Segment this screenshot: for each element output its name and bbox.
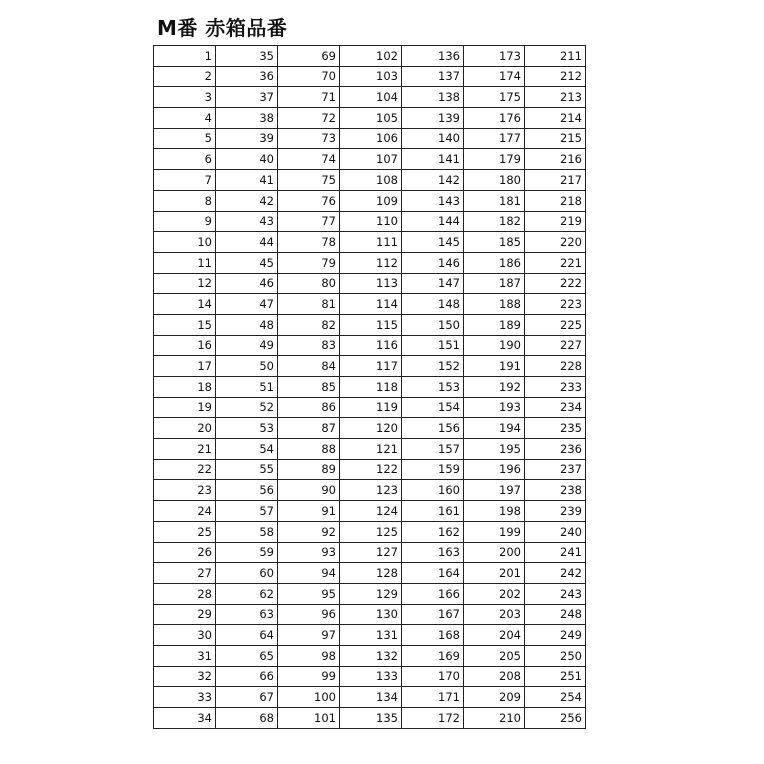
table-cell: 80: [278, 273, 340, 294]
table-cell: 114: [340, 294, 402, 315]
table-cell: 218: [525, 190, 586, 211]
table-cell: 50: [216, 356, 278, 377]
table-cell: 213: [525, 87, 586, 108]
table-cell: 4: [154, 108, 216, 129]
table-cell: 48: [216, 314, 278, 335]
table-cell: 96: [278, 604, 340, 625]
table-cell: 215: [525, 128, 586, 149]
table-cell: 2: [154, 66, 216, 87]
table-cell: 101: [278, 708, 340, 729]
table-row: [154, 645, 586, 666]
table-row: [154, 294, 586, 315]
table-cell: 84: [278, 356, 340, 377]
table-cell: 92: [278, 521, 340, 542]
table-cell: 152: [402, 356, 464, 377]
table-row: [154, 232, 586, 253]
table-cell: 235: [525, 418, 586, 439]
table-row: [154, 563, 586, 584]
table-cell: 14: [154, 294, 216, 315]
table-cell: 52: [216, 397, 278, 418]
table-cell: 53: [216, 418, 278, 439]
table-cell: 256: [525, 708, 586, 729]
table-cell: 202: [464, 583, 525, 604]
table-cell: 240: [525, 521, 586, 542]
table-row: [154, 335, 586, 356]
table-cell: 123: [340, 480, 402, 501]
table-cell: 227: [525, 335, 586, 356]
table-row: [154, 666, 586, 687]
table-cell: 182: [464, 211, 525, 232]
table-cell: 88: [278, 439, 340, 460]
table-cell: 217: [525, 170, 586, 191]
table-row: [154, 377, 586, 398]
table-cell: 62: [216, 583, 278, 604]
table-cell: 134: [340, 687, 402, 708]
table-cell: 22: [154, 459, 216, 480]
table-cell: 154: [402, 397, 464, 418]
table-cell: 167: [402, 604, 464, 625]
table-cell: 63: [216, 604, 278, 625]
table-cell: 142: [402, 170, 464, 191]
table-cell: 124: [340, 501, 402, 522]
table-cell: 159: [402, 459, 464, 480]
table-cell: 243: [525, 583, 586, 604]
table-cell: 143: [402, 190, 464, 211]
table-cell: 35: [216, 46, 278, 67]
table-cell: 140: [402, 128, 464, 149]
table-cell: 250: [525, 645, 586, 666]
table-cell: 23: [154, 480, 216, 501]
table-cell: 191: [464, 356, 525, 377]
table-row: [154, 108, 586, 129]
table-cell: 162: [402, 521, 464, 542]
table-cell: 55: [216, 459, 278, 480]
table-cell: 1: [154, 46, 216, 67]
table-row: [154, 542, 586, 563]
table-cell: 60: [216, 563, 278, 584]
table-cell: 196: [464, 459, 525, 480]
table-cell: 104: [340, 87, 402, 108]
table-cell: 76: [278, 190, 340, 211]
table-cell: 49: [216, 335, 278, 356]
table-cell: 160: [402, 480, 464, 501]
table-cell: 190: [464, 335, 525, 356]
table-cell: 219: [525, 211, 586, 232]
table-cell: 197: [464, 480, 525, 501]
table-cell: 135: [340, 708, 402, 729]
table-cell: 32: [154, 666, 216, 687]
table-row: [154, 128, 586, 149]
table-cell: 8: [154, 190, 216, 211]
table-cell: 113: [340, 273, 402, 294]
table-row: [154, 708, 586, 729]
table-row: [154, 459, 586, 480]
table-cell: 37: [216, 87, 278, 108]
table-cell: 77: [278, 211, 340, 232]
table-cell: 172: [402, 708, 464, 729]
table-cell: 54: [216, 439, 278, 460]
table-cell: 94: [278, 563, 340, 584]
table-cell: 139: [402, 108, 464, 129]
table-cell: 130: [340, 604, 402, 625]
table-cell: 69: [278, 46, 340, 67]
table-cell: 36: [216, 66, 278, 87]
table-cell: 102: [340, 46, 402, 67]
table-row: [154, 397, 586, 418]
table-cell: 16: [154, 335, 216, 356]
part-number-table: [153, 45, 586, 729]
table-cell: 116: [340, 335, 402, 356]
table-cell: 195: [464, 439, 525, 460]
table-cell: 31: [154, 645, 216, 666]
table-cell: 168: [402, 625, 464, 646]
table-cell: 10: [154, 232, 216, 253]
table-cell: 118: [340, 377, 402, 398]
table-cell: 214: [525, 108, 586, 129]
table-cell: 11: [154, 252, 216, 273]
table-cell: 33: [154, 687, 216, 708]
table-cell: 93: [278, 542, 340, 563]
table-cell: 156: [402, 418, 464, 439]
table-cell: 71: [278, 87, 340, 108]
table-cell: 51: [216, 377, 278, 398]
table-cell: 204: [464, 625, 525, 646]
table-cell: 115: [340, 314, 402, 335]
table-cell: 87: [278, 418, 340, 439]
table-cell: 169: [402, 645, 464, 666]
table-cell: 176: [464, 108, 525, 129]
table-cell: 180: [464, 170, 525, 191]
table-cell: 15: [154, 314, 216, 335]
table-cell: 209: [464, 687, 525, 708]
table-cell: 89: [278, 459, 340, 480]
table-cell: 166: [402, 583, 464, 604]
table-cell: 210: [464, 708, 525, 729]
table-cell: 225: [525, 314, 586, 335]
table-cell: 198: [464, 501, 525, 522]
table-cell: 40: [216, 149, 278, 170]
table-cell: 241: [525, 542, 586, 563]
table-cell: 205: [464, 645, 525, 666]
table-cell: 174: [464, 66, 525, 87]
table-cell: 34: [154, 708, 216, 729]
table-row: [154, 170, 586, 191]
table-cell: 133: [340, 666, 402, 687]
table-cell: 177: [464, 128, 525, 149]
table-cell: 145: [402, 232, 464, 253]
table-cell: 239: [525, 501, 586, 522]
table-cell: 97: [278, 625, 340, 646]
table-row: [154, 480, 586, 501]
table-cell: 238: [525, 480, 586, 501]
table-cell: 91: [278, 501, 340, 522]
table-cell: 42: [216, 190, 278, 211]
table-cell: 27: [154, 563, 216, 584]
table-cell: 171: [402, 687, 464, 708]
table-cell: 223: [525, 294, 586, 315]
table-cell: 85: [278, 377, 340, 398]
table-cell: 100: [278, 687, 340, 708]
table-row: [154, 252, 586, 273]
table-cell: 211: [525, 46, 586, 67]
table-cell: 86: [278, 397, 340, 418]
table-cell: 221: [525, 252, 586, 273]
table-cell: 38: [216, 108, 278, 129]
table-row: [154, 418, 586, 439]
table-row: [154, 356, 586, 377]
table-cell: 164: [402, 563, 464, 584]
table-cell: 127: [340, 542, 402, 563]
table-cell: 7: [154, 170, 216, 191]
table-cell: 233: [525, 377, 586, 398]
table-cell: 44: [216, 232, 278, 253]
table-cell: 30: [154, 625, 216, 646]
table-row: [154, 273, 586, 294]
table-cell: 72: [278, 108, 340, 129]
table-cell: 47: [216, 294, 278, 315]
table-cell: 41: [216, 170, 278, 191]
table-cell: 6: [154, 149, 216, 170]
table-cell: 105: [340, 108, 402, 129]
table-cell: 43: [216, 211, 278, 232]
table-cell: 24: [154, 501, 216, 522]
table-cell: 110: [340, 211, 402, 232]
table-cell: 79: [278, 252, 340, 273]
table-cell: 179: [464, 149, 525, 170]
table-cell: 9: [154, 211, 216, 232]
table-cell: 19: [154, 397, 216, 418]
table-body: [154, 46, 586, 729]
table-cell: 99: [278, 666, 340, 687]
table-row: [154, 149, 586, 170]
table-row: [154, 190, 586, 211]
table-cell: 150: [402, 314, 464, 335]
table-cell: 25: [154, 521, 216, 542]
table-cell: 20: [154, 418, 216, 439]
table-row: [154, 66, 586, 87]
table-cell: 151: [402, 335, 464, 356]
table-cell: 138: [402, 87, 464, 108]
table-cell: 109: [340, 190, 402, 211]
table-cell: 203: [464, 604, 525, 625]
table-cell: 131: [340, 625, 402, 646]
table-cell: 90: [278, 480, 340, 501]
table-cell: 58: [216, 521, 278, 542]
page-title: M番 赤箱品番: [157, 16, 288, 40]
table-cell: 146: [402, 252, 464, 273]
table-cell: 189: [464, 314, 525, 335]
table-cell: 119: [340, 397, 402, 418]
table-cell: 170: [402, 666, 464, 687]
table-cell: 144: [402, 211, 464, 232]
table-cell: 161: [402, 501, 464, 522]
table-cell: 98: [278, 645, 340, 666]
table-row: [154, 521, 586, 542]
table-cell: 254: [525, 687, 586, 708]
table-cell: 216: [525, 149, 586, 170]
table-cell: 194: [464, 418, 525, 439]
table-cell: 220: [525, 232, 586, 253]
table-cell: 187: [464, 273, 525, 294]
table-cell: 201: [464, 563, 525, 584]
table-cell: 147: [402, 273, 464, 294]
table-cell: 148: [402, 294, 464, 315]
table-cell: 45: [216, 252, 278, 273]
table-row: [154, 583, 586, 604]
table-cell: 222: [525, 273, 586, 294]
table-row: [154, 46, 586, 67]
table-cell: 175: [464, 87, 525, 108]
table-cell: 39: [216, 128, 278, 149]
table-cell: 12: [154, 273, 216, 294]
table-row: [154, 211, 586, 232]
table-cell: 95: [278, 583, 340, 604]
table-cell: 117: [340, 356, 402, 377]
table-cell: 74: [278, 149, 340, 170]
table-cell: 173: [464, 46, 525, 67]
table-cell: 17: [154, 356, 216, 377]
table-cell: 21: [154, 439, 216, 460]
table-cell: 5: [154, 128, 216, 149]
table-cell: 153: [402, 377, 464, 398]
table-cell: 26: [154, 542, 216, 563]
table-cell: 68: [216, 708, 278, 729]
table-cell: 29: [154, 604, 216, 625]
table-cell: 83: [278, 335, 340, 356]
table-row: [154, 87, 586, 108]
table-cell: 193: [464, 397, 525, 418]
table-cell: 242: [525, 563, 586, 584]
table-cell: 237: [525, 459, 586, 480]
table-cell: 125: [340, 521, 402, 542]
table-cell: 70: [278, 66, 340, 87]
table-cell: 234: [525, 397, 586, 418]
table-row: [154, 687, 586, 708]
table-cell: 208: [464, 666, 525, 687]
table-cell: 57: [216, 501, 278, 522]
table-cell: 67: [216, 687, 278, 708]
table-cell: 65: [216, 645, 278, 666]
table-cell: 46: [216, 273, 278, 294]
table-cell: 188: [464, 294, 525, 315]
table-cell: 107: [340, 149, 402, 170]
table-cell: 129: [340, 583, 402, 604]
table-cell: 228: [525, 356, 586, 377]
table-cell: 82: [278, 314, 340, 335]
table-cell: 200: [464, 542, 525, 563]
table-row: [154, 604, 586, 625]
table-cell: 163: [402, 542, 464, 563]
table-cell: 111: [340, 232, 402, 253]
table-cell: 137: [402, 66, 464, 87]
table-cell: 249: [525, 625, 586, 646]
table-cell: 186: [464, 252, 525, 273]
table-cell: 112: [340, 252, 402, 273]
table-cell: 132: [340, 645, 402, 666]
table-cell: 18: [154, 377, 216, 398]
table-cell: 66: [216, 666, 278, 687]
table-cell: 106: [340, 128, 402, 149]
table-cell: 121: [340, 439, 402, 460]
table-cell: 141: [402, 149, 464, 170]
table-cell: 122: [340, 459, 402, 480]
table-cell: 251: [525, 666, 586, 687]
table-cell: 64: [216, 625, 278, 646]
table-cell: 185: [464, 232, 525, 253]
table-cell: 199: [464, 521, 525, 542]
table-cell: 73: [278, 128, 340, 149]
table-row: [154, 501, 586, 522]
table-cell: 108: [340, 170, 402, 191]
table-row: [154, 625, 586, 646]
table-row: [154, 314, 586, 335]
table-cell: 136: [402, 46, 464, 67]
table-cell: 236: [525, 439, 586, 460]
table-cell: 3: [154, 87, 216, 108]
table-cell: 28: [154, 583, 216, 604]
table-cell: 120: [340, 418, 402, 439]
table-cell: 56: [216, 480, 278, 501]
table-cell: 181: [464, 190, 525, 211]
table-row: [154, 439, 586, 460]
table-cell: 81: [278, 294, 340, 315]
table-cell: 78: [278, 232, 340, 253]
table-cell: 212: [525, 66, 586, 87]
table-cell: 248: [525, 604, 586, 625]
table-cell: 75: [278, 170, 340, 191]
table-cell: 59: [216, 542, 278, 563]
table-cell: 192: [464, 377, 525, 398]
table-cell: 128: [340, 563, 402, 584]
table-cell: 157: [402, 439, 464, 460]
table-cell: 103: [340, 66, 402, 87]
